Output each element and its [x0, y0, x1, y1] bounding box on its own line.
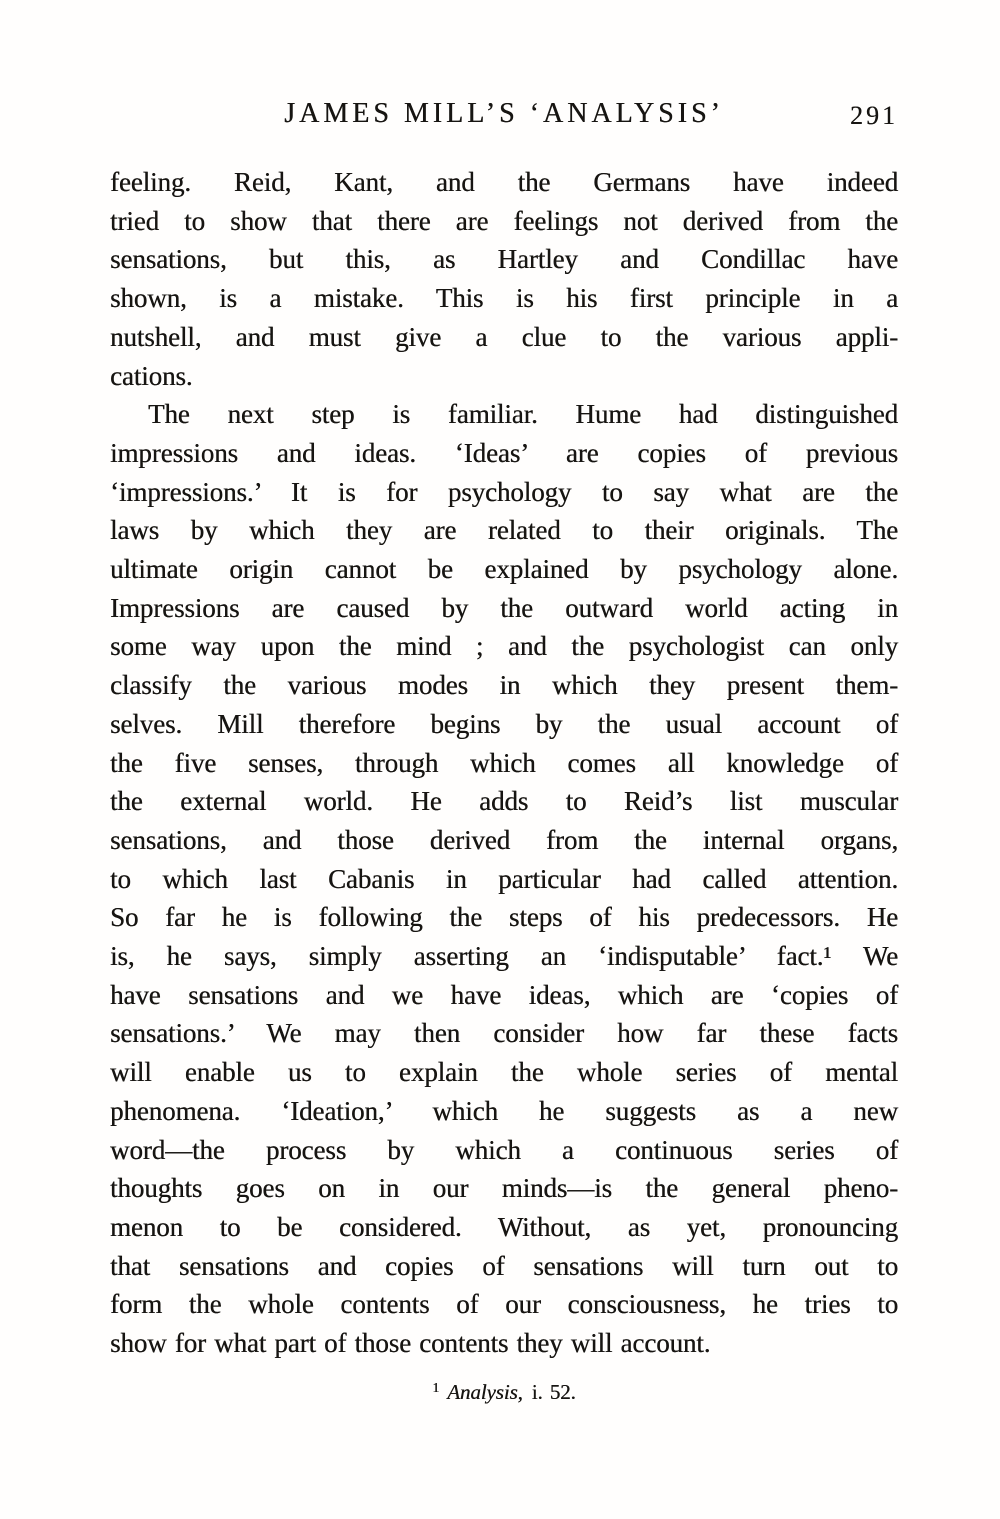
page-number: 291 — [850, 101, 898, 130]
footnote-work-title: Analysis, — [447, 1379, 523, 1404]
text-line: sensations.’ We may then consider how far these facts — [110, 1018, 898, 1049]
text-line: nutshell, and must give a clue to the various appli- — [110, 321, 898, 352]
text-line: impressions and ideas. ‘Ideas’ are copies of previous — [110, 437, 898, 468]
text-line: sensations, but this, as Hartley and Condillac have — [110, 244, 898, 275]
text-line: show for what part of those contents they will account. — [110, 1328, 711, 1359]
text-line: some way upon the mind ; and the psychologist can only — [110, 631, 898, 662]
paragraph-2 — [110, 395, 898, 1363]
text-line: that sensations and copies of sensations will turn out to — [110, 1250, 898, 1281]
running-header — [110, 98, 898, 134]
footnote — [110, 1379, 898, 1409]
paragraph-1 — [110, 163, 898, 395]
text-line: cations. — [110, 360, 193, 391]
text-block — [110, 163, 898, 1409]
text-line: classify the various modes in which they present them- — [110, 670, 898, 701]
text-line: to which last Cabanis in particular had called attention. — [110, 863, 898, 894]
text-line: menon to be considered. Without, as yet, pronouncing — [110, 1211, 898, 1242]
text-line: selves. Mill therefore begins by the usual account of — [110, 708, 898, 739]
text-line: So far he is following the steps of his predecessors. He — [110, 902, 898, 933]
text-line: shown, is a mistake. This is his first principle in a — [110, 283, 898, 314]
text-line: the five senses, through which comes all knowledge of — [110, 747, 898, 778]
text-line: ‘impressions.’ It is for psychology to say what are the — [110, 476, 898, 507]
text-line: tried to show that there are feelings not derived from the — [110, 205, 898, 236]
text-line: form the whole contents of our consciousness, he tries to — [110, 1289, 898, 1320]
footnote-marker: 1 — [432, 1380, 440, 1396]
text-line: is, he says, simply asserting an ‘indisputable’ fact.¹ We — [110, 941, 898, 972]
footnote-reference: i. 52. — [531, 1379, 576, 1404]
text-line: thoughts goes on in our minds—is the general pheno- — [110, 1173, 898, 1204]
text-line: ultimate origin cannot be explained by psychology alone. — [110, 554, 898, 585]
text-line: Impressions are caused by the outward world acting in — [110, 592, 898, 623]
text-line: phenomena. ‘Ideation,’ which he suggests as a new — [110, 1095, 898, 1126]
text-line: laws by which they are related to their originals. The — [110, 515, 898, 546]
text-line: sensations, and those derived from the internal organs, — [110, 824, 898, 855]
text-line: the external world. He adds to Reid’s list muscular — [110, 786, 898, 817]
text-line: The next step is familiar. Hume had distinguished — [148, 399, 898, 430]
text-line: will enable us to explain the whole series of mental — [110, 1057, 898, 1088]
text-line: feeling. Reid, Kant, and the Germans have indeed — [110, 167, 898, 197]
text-line: have sensations and we have ideas, which are ‘copies of — [110, 979, 898, 1010]
text-line: word—the process by which a continuous series of — [110, 1134, 898, 1165]
page-header-title: JAMES MILL’S ‘ANALYSIS’ — [284, 98, 724, 129]
